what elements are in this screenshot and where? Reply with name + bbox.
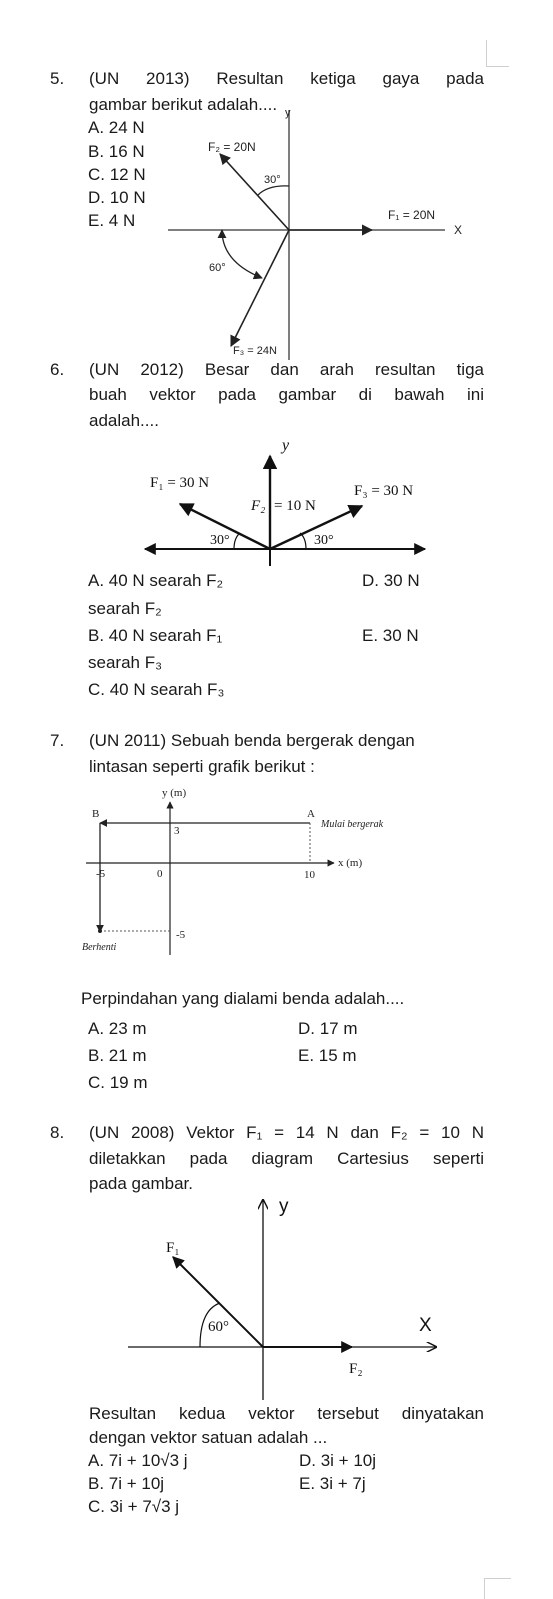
- f1-label: F₁: [166, 1240, 180, 1256]
- option-e-continued: searah F₃: [88, 653, 163, 672]
- f2-label: F₂ = 20N: [208, 140, 256, 154]
- y-axis-label: y: [285, 107, 291, 119]
- question-text-line: lintasan seperti grafik berikut :: [89, 757, 315, 776]
- f3-label: F₃ = 24N: [233, 345, 277, 357]
- angle-30-label: 30°: [264, 174, 281, 186]
- option-d: D. 3i + 10j: [299, 1451, 377, 1470]
- angle-30-left-label: 30°: [210, 533, 230, 548]
- option-b: B. 40 N searah F₁: [88, 626, 223, 645]
- question-number: 5.: [50, 69, 65, 88]
- f1-label: F₁ = 30 N: [150, 475, 210, 491]
- f2-label: F₂: [349, 1361, 363, 1377]
- question-number: 7.: [50, 731, 65, 750]
- option-b: B. 7i + 10j: [88, 1474, 165, 1493]
- page-corner-bottom: [484, 1578, 511, 1599]
- point-a-label: A: [307, 808, 315, 820]
- option-a: A. 40 N searah F₂: [88, 571, 224, 590]
- y-axis-label: y: [279, 1196, 289, 1217]
- question-prompt: Perpindahan yang dialami benda adalah....: [81, 989, 405, 1008]
- y-tick-minus5: -5: [176, 929, 186, 941]
- question-text-line: dengan vektor satuan adalah ...: [89, 1428, 328, 1447]
- option-c: C. 3i + 7√3 j: [88, 1497, 180, 1516]
- question-number: 8.: [50, 1123, 65, 1142]
- option-d: D. 10 N: [88, 188, 146, 207]
- f2-value: = 10 N: [274, 498, 316, 514]
- option-e: E. 3i + 7j: [299, 1474, 366, 1493]
- option-a: A. 23 m: [88, 1019, 147, 1038]
- question-text-line: (UN 2013) Resultan ketiga gaya pada: [89, 69, 484, 88]
- option-c: C. 40 N searah F₃: [88, 680, 225, 699]
- start-label: Mulai bergerak: [321, 819, 384, 830]
- f1-label: F₁ = 20N: [388, 208, 436, 222]
- origin-label: 0: [157, 868, 163, 880]
- option-d: D. 17 m: [298, 1019, 358, 1038]
- option-e: E. 30 N: [362, 626, 419, 645]
- option-a: A. 7i + 10√3 j: [88, 1451, 188, 1470]
- option-e: E. 4 N: [88, 211, 136, 230]
- question-text-line: gambar berikut adalah....: [89, 95, 278, 114]
- question-number: 6.: [50, 360, 65, 379]
- option-b: B. 21 m: [88, 1046, 147, 1065]
- question-text-line: (UN 2011) Sebuah benda bergerak dengan: [89, 731, 415, 750]
- x-tick-minus5: -5: [96, 868, 106, 880]
- question-text-line: buah vektor pada gambar di bawah ini: [89, 385, 484, 404]
- option-b: B. 16 N: [88, 142, 145, 161]
- question-text-line: (UN 2008) Vektor F₁ = 14 N dan F₂ = 10 N: [89, 1123, 484, 1142]
- option-c: C. 12 N: [88, 165, 146, 184]
- angle-60-label: 60°: [208, 1319, 229, 1335]
- question-text-line: diletakkan pada diagram Cartesius seperti: [89, 1149, 484, 1168]
- option-c: C. 19 m: [88, 1073, 148, 1092]
- f2-label: F₂: [251, 498, 266, 514]
- x-tick-10: 10: [304, 869, 315, 881]
- end-label: Berhenti: [82, 942, 117, 953]
- y-axis-label: y (m): [162, 787, 187, 799]
- point-b-label: B: [92, 808, 100, 820]
- angle-30-right-label: 30°: [314, 533, 334, 548]
- option-a: A. 24 N: [88, 118, 145, 137]
- x-axis-label: x (m): [338, 857, 363, 869]
- option-d-continued: searah F₂: [88, 599, 162, 618]
- angle-60-label: 60°: [209, 262, 226, 274]
- question-text-line: (UN 2012) Besar dan arah resultan tiga: [89, 360, 484, 379]
- question-text-line: pada gambar.: [89, 1174, 193, 1193]
- option-d: D. 30 N: [362, 571, 420, 590]
- x-axis-label: X: [454, 223, 463, 237]
- question-text-line: adalah....: [89, 411, 159, 430]
- y-axis-label: y: [282, 437, 290, 454]
- f3-label: F₃ = 30 N: [354, 483, 414, 499]
- x-axis-label: X: [419, 1315, 432, 1336]
- y-tick-3: 3: [174, 825, 180, 837]
- option-e: E. 15 m: [298, 1046, 357, 1065]
- question-text-line: Resultan kedua vektor tersebut dinyatakan: [89, 1404, 484, 1423]
